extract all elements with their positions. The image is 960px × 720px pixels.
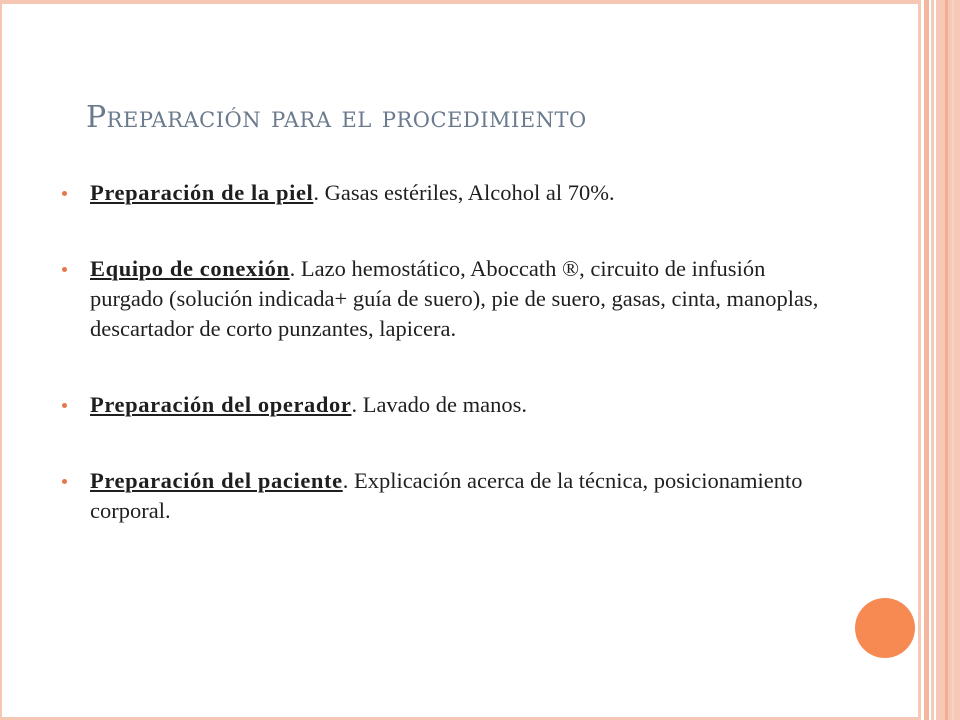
item-text: . Explicación acerca de la técnica, posicionamiento corporal. xyxy=(90,468,803,523)
frame-top-border xyxy=(0,0,960,4)
item-text: . Gasas estériles, Alcohol al 70%. xyxy=(313,180,615,205)
list-item xyxy=(60,178,830,208)
bullet-icon xyxy=(62,403,67,408)
bullet-icon xyxy=(62,267,67,272)
decor-stripe xyxy=(936,0,960,720)
list-item xyxy=(60,254,830,344)
bullet-icon xyxy=(62,191,67,196)
item-text: . Lazo hemostático, Aboccath ®, circuito de infusión purgado (solución indicada+ guía de suero), pie de suero, gasas, cinta, manoplas, descartador de corto punzantes, lapicera. xyxy=(90,256,819,341)
item-text: . Lavado de manos. xyxy=(351,392,528,417)
item-keyword: Preparación de la piel xyxy=(90,180,314,205)
decor-circle xyxy=(855,598,915,658)
frame-left-border xyxy=(0,0,2,720)
item-keyword: Preparación del paciente xyxy=(90,468,343,493)
list-item xyxy=(60,466,830,526)
list-item xyxy=(60,390,830,420)
item-keyword: Preparación del operador xyxy=(90,392,352,417)
bullet-list xyxy=(60,178,830,526)
item-keyword: Equipo de conexión xyxy=(90,256,290,281)
decor-stripe xyxy=(945,0,948,720)
bullet-icon xyxy=(62,479,67,484)
decor-stripe xyxy=(952,0,954,720)
slide-title: Preparación para el procedimiento xyxy=(86,100,587,135)
